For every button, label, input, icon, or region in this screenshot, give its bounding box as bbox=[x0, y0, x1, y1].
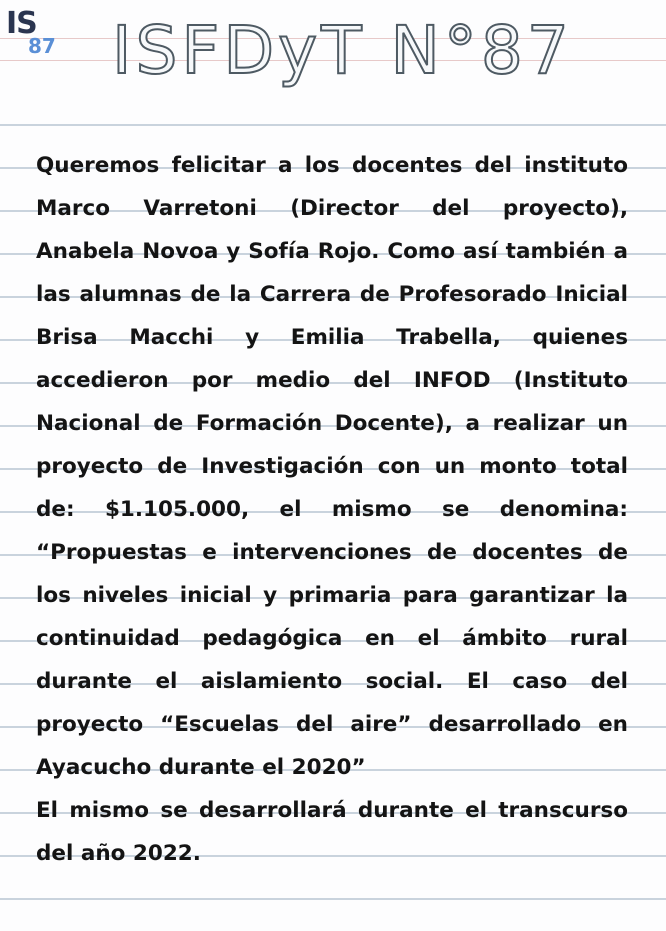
logo-initials: IS bbox=[6, 6, 37, 41]
header bbox=[0, 0, 666, 95]
institute-logo bbox=[4, 6, 56, 62]
page-title: ISFDyT N°87 bbox=[112, 12, 573, 89]
announcement-closing-paragraph: El mismo se desarrollará durante el transcurso del año 2022. bbox=[36, 798, 628, 866]
announcement-paragraph: Queremos felicitar a los docentes del instituto Marco Varretoni (Director del proyecto), Anabela Novoa y Sofía Rojo. Como así también a las alumnas de la Carrera de Profesorado Inicial Brisa Macchi y Emilia Trabella, quienes accedieron por medio del INFOD (Instituto Nacional de Formación Docente), a realizar un proyecto de Investigación con un monto total de: $1.105.000, el mismo se denomina: “Propuestas e intervenciones de docentes de los niveles inicial y primaria para garantizar la continuidad pedagógica en el ámbito rural durante el aislamiento social. El caso del proyecto “Escuelas del aire” desarrollado en Ayacucho durante el 2020” bbox=[36, 153, 628, 780]
logo-number: 87 bbox=[28, 34, 56, 58]
announcement-body bbox=[36, 144, 628, 875]
